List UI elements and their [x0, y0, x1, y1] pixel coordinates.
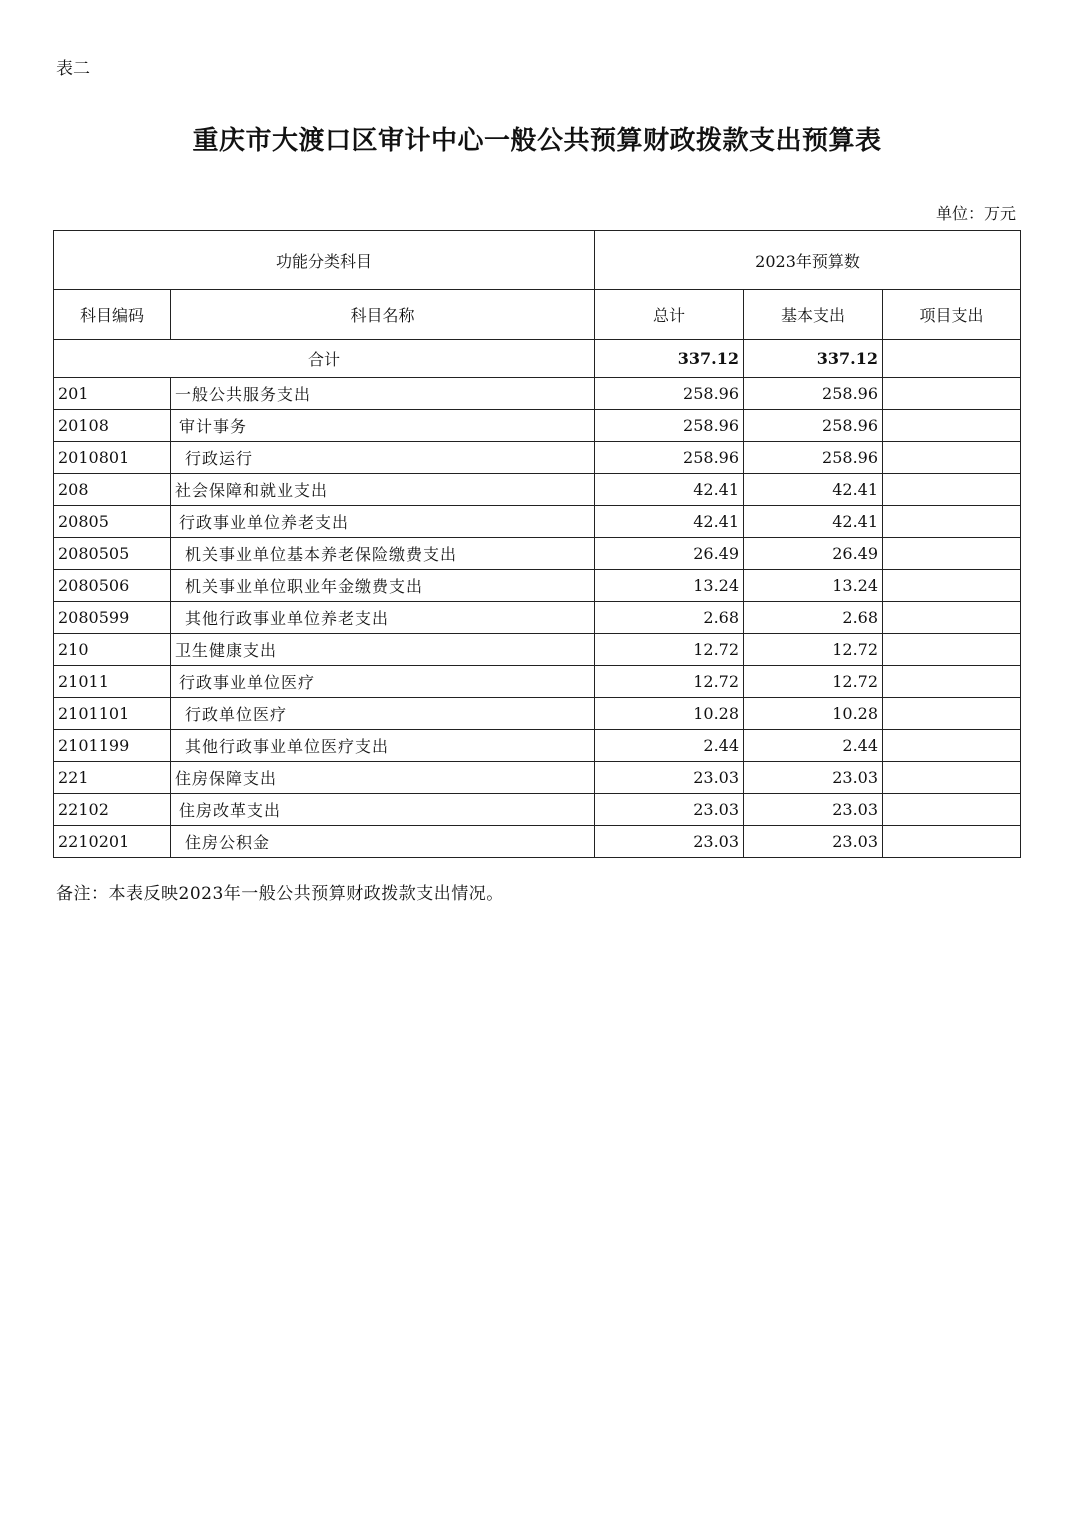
cell-project	[883, 410, 1021, 442]
cell-name: 机关事业单位基本养老保险缴费支出	[171, 538, 595, 570]
cell-total: 42.41	[595, 474, 744, 506]
footnote: 备注：本表反映2023年一般公共预算财政拨款支出情况。	[56, 884, 504, 904]
cell-code: 22102	[54, 794, 171, 826]
cell-code: 2080506	[54, 570, 171, 602]
table-row	[54, 602, 1021, 634]
table-row	[54, 442, 1021, 474]
table-row	[54, 506, 1021, 538]
cell-project	[883, 442, 1021, 474]
cell-code: 201	[54, 378, 171, 410]
cell-name: 住房保障支出	[171, 762, 595, 794]
cell-basic: 23.03	[744, 794, 883, 826]
cell-basic: 258.96	[744, 410, 883, 442]
cell-name: 卫生健康支出	[171, 634, 595, 666]
cell-name: 住房公积金	[171, 826, 595, 858]
table-row	[54, 410, 1021, 442]
cell-code: 2101101	[54, 698, 171, 730]
cell-total: 23.03	[595, 762, 744, 794]
header-row-2	[54, 290, 1021, 340]
cell-total: 10.28	[595, 698, 744, 730]
cell-project	[883, 698, 1021, 730]
cell-basic: 2.68	[744, 602, 883, 634]
table-row	[54, 762, 1021, 794]
cell-name: 行政事业单位养老支出	[171, 506, 595, 538]
cell-project	[883, 762, 1021, 794]
cell-code: 2010801	[54, 442, 171, 474]
cell-basic: 42.41	[744, 506, 883, 538]
cell-basic: 2.44	[744, 730, 883, 762]
total-label: 合计	[54, 340, 595, 378]
cell-project	[883, 634, 1021, 666]
table-row	[54, 730, 1021, 762]
cell-code: 210	[54, 634, 171, 666]
cell-code: 208	[54, 474, 171, 506]
header-project: 项目支出	[883, 290, 1021, 340]
table-row	[54, 826, 1021, 858]
header-budget-year: 2023年预算数	[595, 231, 1021, 290]
cell-basic: 23.03	[744, 762, 883, 794]
budget-table	[53, 230, 1021, 858]
cell-name: 其他行政事业单位养老支出	[171, 602, 595, 634]
cell-total: 23.03	[595, 794, 744, 826]
table-row	[54, 634, 1021, 666]
header-basic: 基本支出	[744, 290, 883, 340]
cell-project	[883, 378, 1021, 410]
cell-name: 行政单位医疗	[171, 698, 595, 730]
header-category: 功能分类科目	[54, 231, 595, 290]
cell-total: 23.03	[595, 826, 744, 858]
total-row	[54, 340, 1021, 378]
cell-name: 行政运行	[171, 442, 595, 474]
cell-code: 20108	[54, 410, 171, 442]
total-project	[883, 340, 1021, 378]
cell-code: 21011	[54, 666, 171, 698]
header-code: 科目编码	[54, 290, 171, 340]
cell-code: 221	[54, 762, 171, 794]
cell-total: 258.96	[595, 442, 744, 474]
cell-code: 2080505	[54, 538, 171, 570]
cell-name: 住房改革支出	[171, 794, 595, 826]
cell-basic: 12.72	[744, 634, 883, 666]
cell-basic: 13.24	[744, 570, 883, 602]
total-basic: 337.12	[744, 340, 883, 378]
cell-basic: 26.49	[744, 538, 883, 570]
unit-label: 单位：万元	[935, 204, 1016, 223]
cell-project	[883, 666, 1021, 698]
cell-basic: 258.96	[744, 378, 883, 410]
cell-code: 20805	[54, 506, 171, 538]
cell-total: 42.41	[595, 506, 744, 538]
cell-name: 社会保障和就业支出	[171, 474, 595, 506]
cell-project	[883, 474, 1021, 506]
cell-project	[883, 506, 1021, 538]
table-row	[54, 666, 1021, 698]
header-row-1	[54, 231, 1021, 290]
cell-name: 机关事业单位职业年金缴费支出	[171, 570, 595, 602]
table-row	[54, 538, 1021, 570]
cell-basic: 12.72	[744, 666, 883, 698]
cell-total: 258.96	[595, 378, 744, 410]
cell-basic: 258.96	[744, 442, 883, 474]
page-title: 重庆市大渡口区审计中心一般公共预算财政拨款支出预算表	[192, 126, 882, 156]
cell-project	[883, 538, 1021, 570]
cell-total: 13.24	[595, 570, 744, 602]
cell-basic: 42.41	[744, 474, 883, 506]
cell-project	[883, 794, 1021, 826]
cell-code: 2210201	[54, 826, 171, 858]
table-row	[54, 570, 1021, 602]
table-row	[54, 378, 1021, 410]
cell-name: 其他行政事业单位医疗支出	[171, 730, 595, 762]
cell-code: 2080599	[54, 602, 171, 634]
cell-name: 行政事业单位医疗	[171, 666, 595, 698]
cell-basic: 10.28	[744, 698, 883, 730]
cell-name: 一般公共服务支出	[171, 378, 595, 410]
document-label: 表二	[56, 59, 90, 79]
cell-total: 258.96	[595, 410, 744, 442]
cell-total: 12.72	[595, 634, 744, 666]
cell-code: 2101199	[54, 730, 171, 762]
table-row	[54, 474, 1021, 506]
header-total: 总计	[595, 290, 744, 340]
table-row	[54, 698, 1021, 730]
total-total: 337.12	[595, 340, 744, 378]
header-name: 科目名称	[171, 290, 595, 340]
cell-project	[883, 570, 1021, 602]
cell-total: 26.49	[595, 538, 744, 570]
cell-basic: 23.03	[744, 826, 883, 858]
cell-name: 审计事务	[171, 410, 595, 442]
cell-total: 2.68	[595, 602, 744, 634]
cell-total: 12.72	[595, 666, 744, 698]
cell-project	[883, 602, 1021, 634]
cell-total: 2.44	[595, 730, 744, 762]
cell-project	[883, 730, 1021, 762]
cell-project	[883, 826, 1021, 858]
table-row	[54, 794, 1021, 826]
